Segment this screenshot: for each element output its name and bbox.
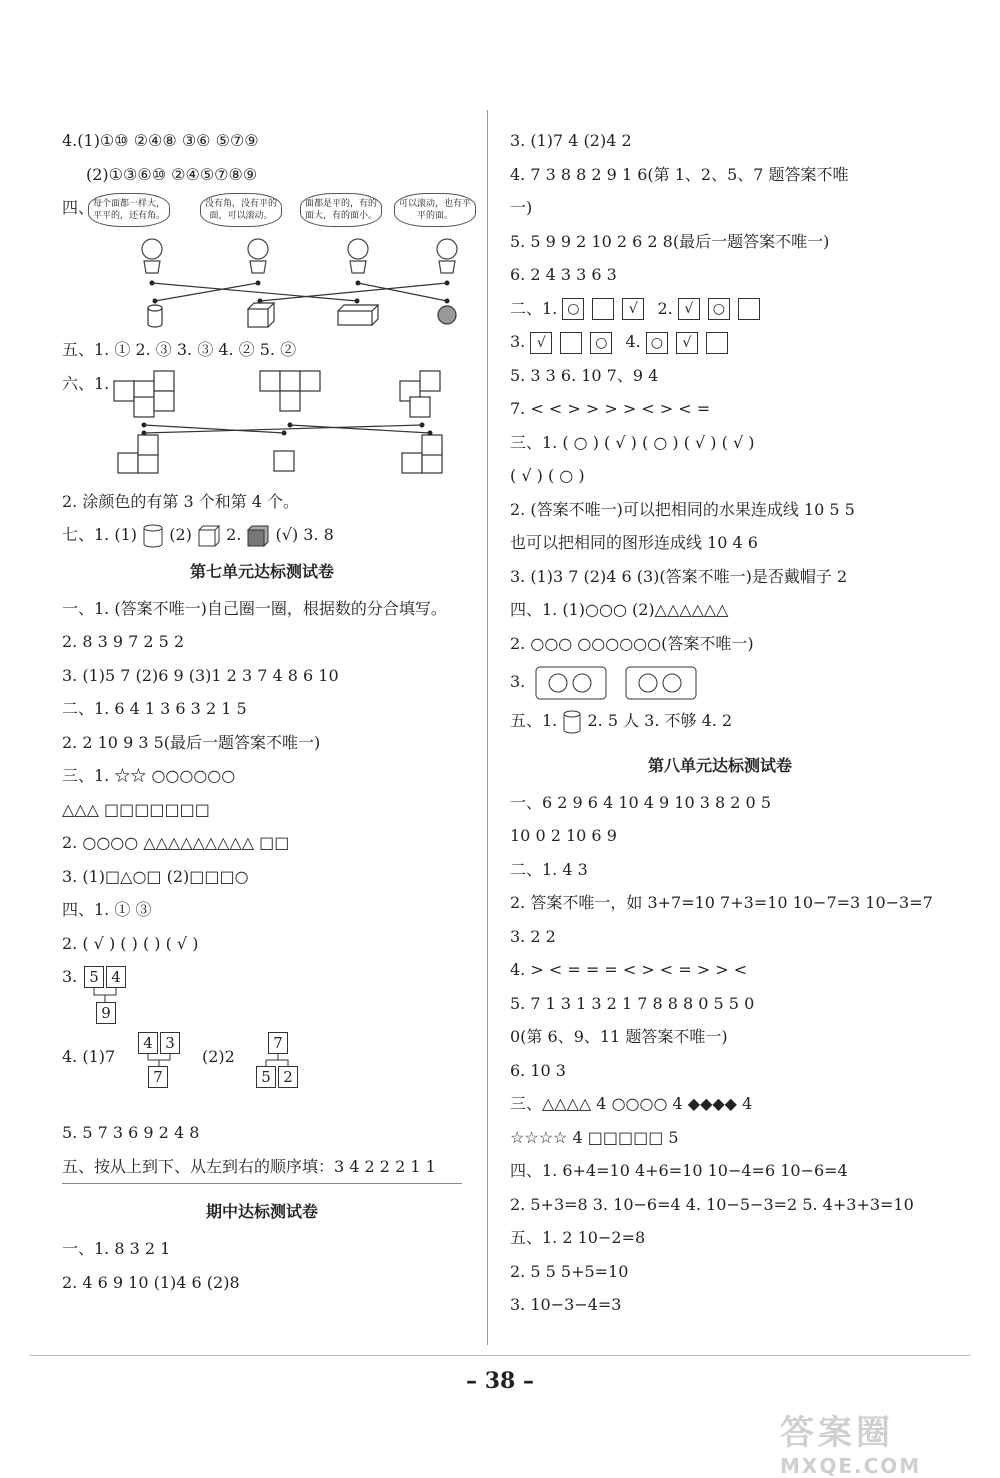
answer-box: ○ — [646, 332, 668, 354]
footer-rule — [30, 1355, 970, 1356]
number-box: 9 — [96, 1002, 116, 1024]
answer-line: 三、△△△△ 4 ○○○○ 4 ◆◆◆◆ 4 — [510, 1094, 753, 1113]
answer-line: 五、1. ① 2. ③ 3. ③ 4. ② 5. ② — [62, 340, 297, 359]
answer-line: 一、6 2 9 6 4 10 4 9 10 3 8 2 0 5 — [510, 792, 771, 812]
right-column — [510, 124, 933, 1322]
answer-line: 五、1. 2. 5 人 3. 不够 4. 2 — [510, 704, 930, 738]
fruit-plates-icon — [530, 663, 700, 703]
answer-line: 2. 涂颜色的有第 3 个和第 4 个。 — [62, 491, 300, 511]
number-box: 7 — [268, 1032, 288, 1054]
answer-line: 3. (1)□△○□ (2)□□□○ — [62, 866, 249, 886]
answer-line: 一) — [510, 198, 533, 217]
section-label: 六、1. — [62, 373, 110, 393]
speech-bubble: 每个面都一样大，平平的，还有角。 — [88, 193, 170, 227]
number-box: 5 — [84, 966, 104, 988]
answer-line: ☆☆☆☆ 4 □□□□□ 5 — [510, 1127, 679, 1147]
answer-line: 4. 7 3 8 8 2 9 1 6(第 1、2、5、7 题答案不唯 — [510, 164, 849, 184]
answer-line: 5. 7 1 3 1 3 2 1 7 8 8 8 0 5 5 0 — [510, 993, 755, 1013]
answer-line: 6. 10 3 — [510, 1060, 566, 1080]
answer-line: 五、1. 2 10−2=8 — [510, 1228, 646, 1247]
answer-line: 3. 10−3−4=3 — [510, 1295, 622, 1314]
answer-line: 2. ○○○○ △△△△△△△△△ □□ — [62, 833, 290, 852]
section-title: 期中达标测试卷 — [205, 1202, 318, 1221]
answer-line: ( √ ) ( ○ ) — [510, 466, 585, 485]
answer-line: 2. 8 3 9 7 2 5 2 — [62, 632, 185, 651]
answer-box: √ — [678, 298, 700, 320]
answer-line: 一、1. 8 3 2 1 — [62, 1239, 171, 1258]
answer-line: 6. 2 4 3 3 6 3 — [510, 265, 617, 284]
cubes-matching-figure — [62, 367, 462, 485]
answer-box: √ — [676, 332, 698, 354]
answer-line: 三、1. ☆☆ ○○○○○○ — [62, 766, 236, 785]
answer-box — [706, 332, 728, 354]
section-label: 四、 — [62, 198, 95, 217]
number-box: 7 — [148, 1066, 168, 1088]
answer-box: √ — [622, 298, 644, 320]
answer-line: 3. (1)3 7 (2)4 6 (3)(答案不唯一)是否戴帽子 2 — [510, 566, 848, 586]
answer-box: ○ — [562, 298, 584, 320]
answer-line: 也可以把相同的图形连成线 10 4 6 — [510, 533, 758, 552]
answer-line: 3. (1)5 7 (2)6 9 (3)1 2 3 7 4 8 6 10 — [62, 665, 339, 685]
answer-box: ○ — [708, 298, 730, 320]
answer-line: △△△ □□□□□□□ — [62, 799, 210, 819]
cube-icon — [197, 524, 221, 548]
answer-box — [592, 298, 614, 320]
answer-line: 3. — [510, 660, 930, 704]
answer-line: 三、1. ( ○ ) ( √ ) ( ○ ) ( √ ) ( √ ) — [510, 432, 755, 452]
section-title: 第七单元达标测试卷 — [189, 561, 334, 581]
answer-box — [560, 332, 582, 354]
watermark — [780, 1405, 980, 1478]
solid-shapes — [148, 303, 456, 327]
answer-line: 2. 2 10 9 3 5(最后一题答案不唯一) — [62, 732, 321, 752]
cube-drawing — [62, 367, 462, 485]
answer-line: 0(第 6、9、11 题答案不唯一) — [510, 1027, 728, 1046]
answer-line: (2)①③⑥⑩ ②④⑤⑦⑧⑨ — [86, 164, 258, 184]
answer-line: 2. ( √ ) ( ) ( ) ( √ ) — [62, 933, 199, 953]
answer-line: 2. 答案不唯一，如 3+7=10 7+3=10 10−7=3 10−3=7 — [510, 893, 933, 912]
number-box: 4 — [138, 1032, 158, 1054]
answer-line: 四、1. (1)○○○ (2)△△△△△△ — [510, 600, 729, 619]
speech-bubble: 没有角，没有平的面，可以滚动。 — [200, 193, 282, 227]
answer-box: √ — [530, 332, 552, 354]
cylinder-icon — [562, 710, 582, 734]
answer-line: 2. (答案不唯一)可以把相同的水果连成线 10 5 5 — [510, 499, 855, 519]
answer-line: 10 0 2 10 6 9 — [510, 826, 617, 845]
speech-bubble: 面都是平的，有的面大，有的面小。 — [300, 193, 382, 227]
answer-line: 3. √ ○ 4. ○ √ — [510, 325, 930, 359]
answer-line: 4.(1)①⑩ ②④⑧ ③⑥ ⑤⑦⑨ — [62, 131, 259, 150]
child-icon — [142, 239, 457, 273]
answer-line: 四、1. ① ③ — [62, 900, 152, 919]
answer-line: 2. 5+3=8 3. 10−6=4 4. 10−5−3=2 5. 4+3+3=10 — [510, 1194, 914, 1214]
answer-line: 2. ○○○ ○○○○○○(答案不唯一) — [510, 633, 754, 653]
answer-line: 5. 5 7 3 6 9 2 4 8 — [62, 1123, 200, 1142]
shapes-matching-figure — [62, 191, 471, 333]
answer-line: 2. 4 6 9 10 (1)4 6 (2)8 — [62, 1272, 240, 1292]
page-number: – 38 – — [466, 1368, 534, 1394]
number-bond-figure: 4. (1)7 4 3 7 (2)2 7 5 2 — [62, 1032, 462, 1116]
matching-drawing — [62, 191, 462, 333]
watermark-text: 答案圈 — [780, 1413, 894, 1453]
answer-line: 七、1. (1) (2) 2. (√) 3. 8 — [62, 518, 462, 552]
shaded-cube-icon — [246, 524, 270, 548]
answer-line: 二、1. 6 4 1 3 6 3 2 1 5 — [62, 699, 247, 718]
speech-bubble: 可以滚动，也有平平的面。 — [394, 193, 476, 227]
answer-line: 四、1. 6+4=10 4+6=10 10−4=6 10−6=4 — [510, 1161, 848, 1180]
column-divider — [487, 110, 488, 1345]
watermark-url: MXQE.COM — [780, 1454, 922, 1478]
left-column — [62, 124, 471, 1299]
answer-line: 3. (1)7 4 (2)4 2 — [510, 131, 632, 150]
answer-line: 五、按从上到下、从左到右的顺序填：3 4 2 2 2 1 1 — [62, 1150, 462, 1185]
number-box: 5 — [256, 1066, 276, 1088]
number-bond-figure: 3. 5 4 9 — [62, 960, 462, 1032]
answer-line: 5. 5 9 9 2 10 2 6 2 8(最后一题答案不唯一) — [510, 231, 830, 251]
cylinder-icon — [142, 524, 164, 548]
number-box: 4 — [106, 966, 126, 988]
answer-line: 7. < < > > > > < > < = — [510, 399, 711, 418]
answer-line: 4. > < = = = < > < = > > < — [510, 960, 748, 979]
answer-line: 二、1. ○ √ 2. √ ○ — [510, 292, 930, 326]
answer-box: ○ — [590, 332, 612, 354]
answer-line: 二、1. 4 3 — [510, 859, 588, 879]
answer-line: 3. 2 2 — [510, 926, 556, 946]
answer-line: 5. 3 3 6. 10 7、9 4 — [510, 365, 659, 385]
number-box: 3 — [160, 1032, 180, 1054]
number-box: 2 — [278, 1066, 298, 1088]
answer-box — [738, 298, 760, 320]
section-title: 第八单元达标测试卷 — [647, 755, 792, 775]
answer-line: 一、1. (答案不唯一)自己圈一圈，根据数的分合填写。 — [62, 598, 447, 618]
answer-line: 2. 5 5 5+5=10 — [510, 1261, 629, 1281]
